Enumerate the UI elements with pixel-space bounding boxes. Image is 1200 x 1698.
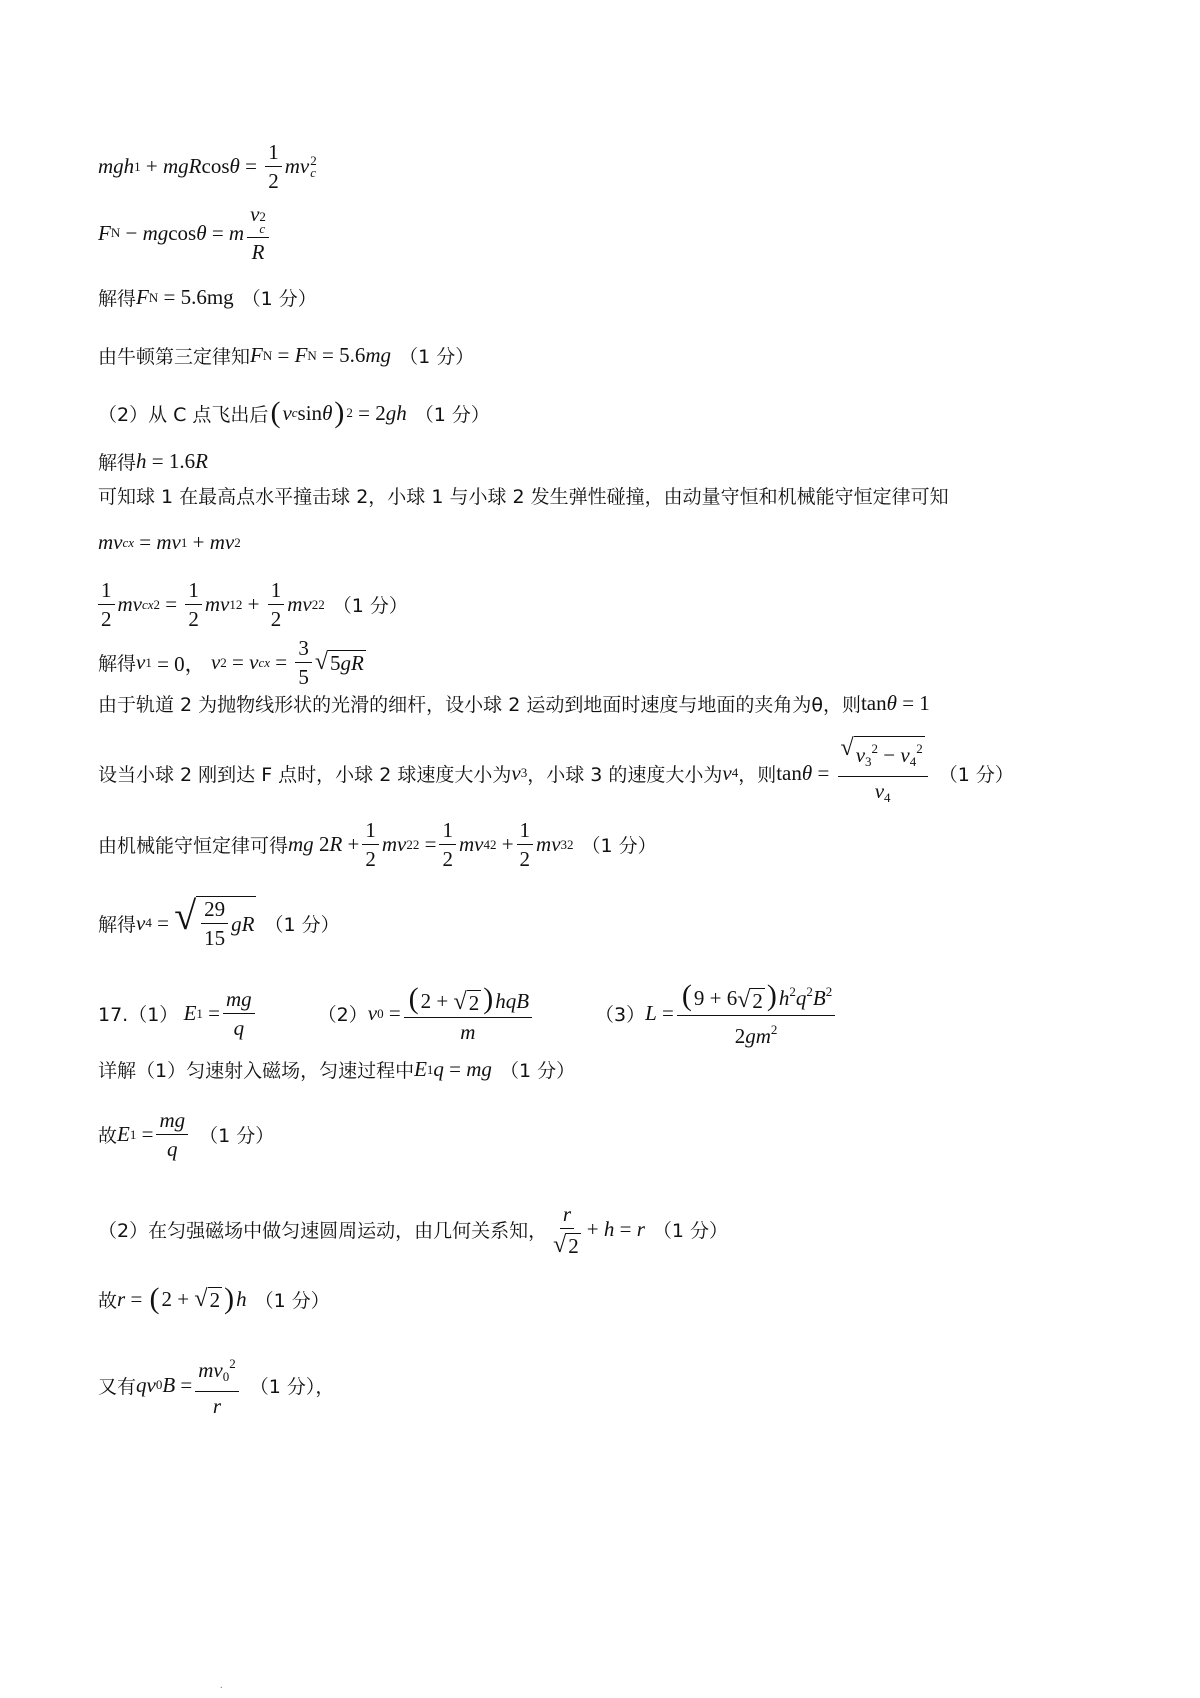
problem-17-answers: 17.（1） E 1 = $\frac{mg}{q}$ （2） v 0 = (2 + √ 2 )hqB m （3） L = (9 + 6 √ 2 )$h^2q^2B^2$ $2gm^2$ (98, 980, 838, 1048)
result-r: 故 r = ( 2 + √ 2 ) h （1 分） (98, 1282, 330, 1315)
detail-part2: （2）在匀强磁场中做匀速圆周运动，由几何关系知， r √ 2 + h = r （1 分） (98, 1202, 729, 1258)
text-collision: 可知球 1 在最高点水平撞击球 2，小球 1 与小球 2 发生弹性碰撞，由动量守恒和机械能守恒定律可知 (98, 486, 949, 508)
text-energy: 由机械能守恒定律可得 (98, 835, 289, 857)
score-mark: （1 分） (241, 288, 317, 310)
score-mark: （1 分） (199, 1125, 275, 1147)
f-point-text: 设当小球 2 刚到达 F 点时，小球 2 球速度大小为 v 3 ，小球 3 的速度大小为 v 4 ，则 tan θ = √ $v_3^2 - v_4^2$ $v_4$ （1 分） (98, 735, 1014, 805)
result-v4: 解得 v 4 = √ $\frac{29}{15}$ gR （1 分） (98, 893, 340, 950)
collision-text (98, 482, 949, 509)
text-f-point-a: 设当小球 2 刚到达 F 点时，小球 2 球速度大小为 (98, 763, 512, 786)
equation-kinetic-energy: $\frac{1}{2}$ mv cx 2 = $\frac{1}{2}$ mv 1 2 + $\frac{1}{2}$ mv 2 2 （1 分） (98, 578, 408, 631)
score-mark: （1 分） (332, 595, 408, 617)
text-detail: 详解（1）匀速射入磁场，匀速过程中 (98, 1060, 415, 1082)
part-label: （3） (595, 1004, 646, 1027)
score-mark: （1 分） (499, 1060, 576, 1082)
text-newton: 由牛顿第三定律知 (98, 346, 251, 368)
equation-normal-force: F N − mg cos θ = m v 2 c R (98, 202, 272, 264)
score-mark: （1 分） (652, 1220, 729, 1243)
score-mark: （1 分）， (249, 1375, 335, 1398)
score-mark: （1 分） (264, 913, 340, 936)
equation-momentum: mv cx = mv 1 + mv 2 (98, 530, 241, 554)
result-e1: 故 E 1 = $\frac{mg}{q}$ （1 分） (98, 1108, 275, 1161)
text-f-point-c: ，则 (738, 763, 777, 786)
text-gu: 故 (98, 1289, 118, 1312)
text-jiede: 解得 (98, 288, 137, 310)
score-mark: （1 分） (581, 835, 657, 857)
text-parabola: 由于轨道 2 为抛物线形状的光滑的细杆，设小球 2 运动到地面时速度与地面的夹角为θ，则 (98, 694, 861, 716)
score-mark: （1 分） (399, 346, 475, 368)
problem-number: 17.（1） (98, 1004, 179, 1027)
part-label: （2） (317, 1004, 368, 1027)
result-h: 解得 h = 1.6 R (98, 449, 208, 474)
equation-energy: mgh 1 + mgR cos θ = $\frac{1}{2}$ mv 2 c (98, 140, 317, 193)
text-f-point-b: ，小球 3 的速度大小为 (527, 763, 723, 786)
footer-mark: . (220, 1680, 223, 1691)
equation-mechanical-energy: 由机械能守恒定律可得 mg 2 R + $\frac{1}{2}$ mv 2 2 = $\frac{1}{2}$ mv 4 2 + $\frac{1}{2}$ mv 3 2 （1 分） (98, 818, 657, 871)
score-mark: （1 分） (938, 763, 1014, 786)
equation-lorentz: 又有 qv 0 B = $\frac{mv_0^2}{r}$ （1 分）， (98, 1352, 334, 1418)
text-jiede: 解得 (98, 452, 137, 474)
detail-part1: 详解（1）匀速射入磁场，匀速过程中 E 1 q = mg （1 分） (98, 1057, 576, 1082)
text-jiede: 解得 (98, 653, 137, 675)
text-part2: （2）从 C 点飞出后 (98, 403, 269, 426)
part2-fly-out: （2）从 C 点飞出后 ( v c sin θ ) 2 = 2 gh （1 分） (98, 396, 490, 429)
text-circular: （2）在匀强磁场中做匀速圆周运动，由几何关系知， (98, 1220, 548, 1243)
result-fn: 解得 F N = 5.6mg （1 分） (98, 285, 317, 310)
text-jiede: 解得 (98, 913, 137, 936)
newton-third-law: 由牛顿第三定律知 F N = F N = 5.6 mg （1 分） (98, 343, 475, 368)
score-mark: （1 分） (414, 403, 490, 426)
parabola-track-text: 由于轨道 2 为抛物线形状的光滑的细杆，设小球 2 运动到地面时速度与地面的夹角为θ，则 tan θ = 1 (98, 691, 930, 716)
text-youyou: 又有 (98, 1375, 137, 1398)
text-gu: 故 (98, 1125, 118, 1147)
result-velocities: 解得 v 1 = 0， v 2 = v cx = $\frac{3}{5}$ √ 5gR (98, 636, 364, 689)
score-mark: （1 分） (254, 1289, 330, 1312)
